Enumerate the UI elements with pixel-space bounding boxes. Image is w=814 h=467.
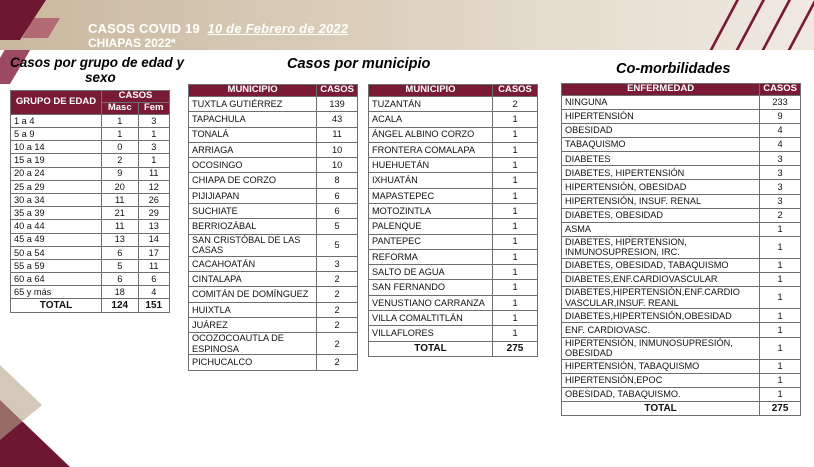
municipio-left-cases-cell: 6	[317, 188, 358, 203]
page-title	[88, 21, 348, 36]
disease-cell: HIPERTENSIÓN, INSUF. RENAL	[562, 194, 760, 208]
comorbidity-total-label: TOTAL	[562, 401, 760, 415]
municipio-row	[189, 256, 358, 271]
age-total-label: TOTAL	[11, 299, 102, 312]
fem-cell: 13	[138, 220, 170, 233]
municipio-left-cases-cell: 139	[317, 96, 358, 111]
age-row	[11, 114, 170, 127]
disease-cases-cell: 3	[760, 166, 801, 180]
municipio-right-cases-cell: 1	[493, 158, 538, 173]
municipio-left-name-cell: BERRIOZÁBAL	[189, 219, 317, 234]
municipio-left-name-cell: OCOZOCOAUTLA DE ESPINOSA	[189, 333, 317, 355]
municipio-right-cases-cell: 1	[493, 188, 538, 203]
page-subtitle: CHIAPAS 2022*	[88, 36, 176, 50]
municipio-right-cases-cell: 1	[493, 142, 538, 157]
age-title-line1: Casos por grupo de edad y	[10, 55, 185, 70]
disease-cases-cell: 1	[760, 359, 801, 373]
age-group-cell: 5 a 9	[11, 128, 102, 141]
comorbidity-row	[562, 236, 801, 258]
masc-cell: 11	[102, 193, 139, 206]
municipio-left-name-cell: CINTALAPA	[189, 272, 317, 287]
municipio-right-name-cell: HUEHUETÁN	[369, 158, 493, 173]
col-header-municipio-right: MUNICIPIO	[369, 85, 493, 97]
disease-cell: DIABETES,ENF.CARDIOVASCULAR	[562, 273, 760, 287]
col-header-disease: ENFERMEDAD	[562, 84, 760, 96]
comorbidity-total-value: 275	[760, 401, 801, 415]
comorbidity-row	[562, 138, 801, 152]
age-row	[11, 220, 170, 233]
fem-cell: 12	[138, 180, 170, 193]
municipio-left-name-cell: CHIAPA DE CORZO	[189, 173, 317, 188]
municipio-right-name-cell: FRONTERA COMALAPA	[369, 142, 493, 157]
municipio-row	[369, 234, 538, 249]
municipio-right-cases-cell: 1	[493, 204, 538, 219]
age-title-line2: sexo	[85, 70, 116, 85]
comorbidity-row	[562, 387, 801, 401]
disease-cases-cell: 1	[760, 323, 801, 337]
disease-cell: DIABETES,HIPERTENSIÓN,OBESIDAD	[562, 309, 760, 323]
age-group-cell: 25 a 29	[11, 180, 102, 193]
municipio-left-name-cell: PIJIJIAPAN	[189, 188, 317, 203]
comorbidity-row	[562, 337, 801, 359]
municipio-right-name-cell: TUZANTÁN	[369, 96, 493, 111]
fem-cell: 1	[138, 154, 170, 167]
municipio-row	[369, 142, 538, 157]
age-group-cell: 50 a 54	[11, 246, 102, 259]
municipio-left-name-cell: OCOSINGO	[189, 158, 317, 173]
age-row	[11, 193, 170, 206]
age-group-cell: 60 a 64	[11, 273, 102, 286]
disease-cases-cell: 1	[760, 222, 801, 236]
municipio-right-name-cell: ÁNGEL ALBINO CORZO	[369, 127, 493, 142]
municipio-right-name-cell: IXHUATÁN	[369, 173, 493, 188]
municipio-row	[369, 280, 538, 295]
title-text: CASOS COVID 19	[88, 21, 200, 36]
fem-cell: 14	[138, 233, 170, 246]
comorbidity-row	[562, 359, 801, 373]
disease-cell: TABAQUISMO	[562, 138, 760, 152]
header-corner-shape	[0, 0, 90, 50]
municipio-right-cases-cell: 1	[493, 326, 538, 341]
disease-cases-cell: 233	[760, 95, 801, 109]
municipio-left-cases-cell: 11	[317, 127, 358, 142]
age-group-cell: 45 a 49	[11, 233, 102, 246]
municipio-row	[189, 112, 358, 127]
municipio-row	[369, 249, 538, 264]
municipio-row	[189, 219, 358, 234]
masc-cell: 13	[102, 233, 139, 246]
comorbidity-row	[562, 110, 801, 124]
disease-cell: OBESIDAD, TABAQUISMO.	[562, 387, 760, 401]
disease-cases-cell: 1	[760, 337, 801, 359]
col-header-com-cases: CASOS	[760, 84, 801, 96]
col-header-casos-left: CASOS	[317, 85, 358, 97]
municipio-left-name-cell: SAN CRISTÓBAL DE LAS CASAS	[189, 234, 317, 256]
age-row	[11, 207, 170, 220]
col-header-cases: CASOS	[102, 91, 170, 103]
municipio-row	[189, 96, 358, 111]
municipio-row	[189, 302, 358, 317]
age-row	[11, 259, 170, 272]
municipio-row	[189, 142, 358, 157]
masc-cell: 6	[102, 273, 139, 286]
disease-cases-cell: 3	[760, 180, 801, 194]
municipio-right-cases-cell: 1	[493, 295, 538, 310]
municipio-right-name-cell: VENUSTIANO CARRANZA	[369, 295, 493, 310]
municipio-row	[189, 173, 358, 188]
municipio-right-cases-cell: 1	[493, 112, 538, 127]
municipio-row	[189, 158, 358, 173]
municipio-left-name-cell: SUCHIATE	[189, 204, 317, 219]
disease-cases-cell: 1	[760, 236, 801, 258]
disease-cell: NINGUNA	[562, 95, 760, 109]
disease-cell: HIPERTENSIÓN, OBESIDAD	[562, 180, 760, 194]
municipio-left-cases-cell: 3	[317, 256, 358, 271]
municipio-total-value: 275	[493, 341, 538, 356]
masc-cell: 21	[102, 207, 139, 220]
municipio-left-name-cell: ARRIAGA	[189, 142, 317, 157]
masc-cell: 1	[102, 114, 139, 127]
municipio-row	[189, 333, 358, 355]
fem-cell: 11	[138, 259, 170, 272]
disease-cases-cell: 2	[760, 208, 801, 222]
fem-cell: 26	[138, 193, 170, 206]
municipio-left-name-cell: CACAHOATÁN	[189, 256, 317, 271]
fem-cell: 11	[138, 167, 170, 180]
comorbidity-row	[562, 166, 801, 180]
municipio-right-name-cell: PANTEPEC	[369, 234, 493, 249]
disease-cases-cell: 1	[760, 387, 801, 401]
municipio-row	[189, 317, 358, 332]
fem-cell: 6	[138, 273, 170, 286]
municipio-table-right	[368, 84, 538, 357]
municipio-table-left	[188, 84, 358, 371]
municipio-row	[369, 96, 538, 111]
municipio-row	[189, 272, 358, 287]
municipio-left-name-cell: COMITÁN DE DOMÍNGUEZ	[189, 287, 317, 302]
age-group-cell: 10 a 14	[11, 141, 102, 154]
disease-cell: ENF. CARDIOVASC.	[562, 323, 760, 337]
municipio-total-row	[369, 341, 538, 356]
disease-cell: DIABETES, OBESIDAD	[562, 208, 760, 222]
municipio-left-name-cell: TONALÁ	[189, 127, 317, 142]
municipio-right-cases-cell: 1	[493, 249, 538, 264]
disease-cell: DIABETES	[562, 152, 760, 166]
masc-cell: 11	[102, 220, 139, 233]
age-total-fem: 151	[138, 299, 170, 312]
masc-cell: 1	[102, 128, 139, 141]
disease-cases-cell: 4	[760, 124, 801, 138]
fem-cell: 3	[138, 114, 170, 127]
comorbidity-row	[562, 373, 801, 387]
age-group-cell: 15 a 19	[11, 154, 102, 167]
disease-cases-cell: 1	[760, 373, 801, 387]
masc-cell: 9	[102, 167, 139, 180]
age-row	[11, 180, 170, 193]
municipio-row	[369, 204, 538, 219]
municipio-left-cases-cell: 5	[317, 219, 358, 234]
age-group-cell: 55 a 59	[11, 259, 102, 272]
comorbidity-row	[562, 309, 801, 323]
masc-cell: 0	[102, 141, 139, 154]
municipio-right-name-cell: MAPASTEPEC	[369, 188, 493, 203]
col-header-age-group: GRUPO DE EDAD	[11, 91, 102, 115]
municipio-right-cases-cell: 1	[493, 234, 538, 249]
comorbidity-table	[561, 83, 801, 416]
disease-cell: OBESIDAD	[562, 124, 760, 138]
disease-cell: HIPERTENSIÓN, TABAQUISMO	[562, 359, 760, 373]
disease-cell: HIPERTENSIÓN	[562, 110, 760, 124]
municipio-left-cases-cell: 8	[317, 173, 358, 188]
municipio-left-name-cell: JUÁREZ	[189, 317, 317, 332]
municipio-row	[369, 295, 538, 310]
fem-cell: 1	[138, 128, 170, 141]
col-header-municipio-left: MUNICIPIO	[189, 85, 317, 97]
municipio-right-name-cell: VILLA COMALTITLÁN	[369, 311, 493, 326]
col-header-masc: Masc	[102, 102, 139, 114]
masc-cell: 2	[102, 154, 139, 167]
municipio-right-cases-cell: 2	[493, 96, 538, 111]
municipio-left-cases-cell: 2	[317, 333, 358, 355]
municipio-right-name-cell: SAN FERNANDO	[369, 280, 493, 295]
age-row	[11, 141, 170, 154]
age-group-cell: 20 a 24	[11, 167, 102, 180]
age-total-masc: 124	[102, 299, 139, 312]
comorbidity-total-row	[562, 401, 801, 415]
municipio-row	[369, 173, 538, 188]
municipio-row	[369, 219, 538, 234]
comorbidity-row	[562, 259, 801, 273]
municipio-row	[369, 265, 538, 280]
comorbidity-row	[562, 222, 801, 236]
municipio-row	[189, 355, 358, 370]
age-row	[11, 167, 170, 180]
municipio-row	[369, 158, 538, 173]
age-sex-table	[10, 90, 170, 313]
municipio-right-name-cell: SALTO DE AGUA	[369, 265, 493, 280]
municipio-row	[369, 188, 538, 203]
header-chevrons	[674, 0, 814, 50]
disease-cases-cell: 9	[760, 110, 801, 124]
age-group-cell: 65 y más	[11, 286, 102, 299]
fem-cell: 3	[138, 141, 170, 154]
disease-cases-cell: 1	[760, 309, 801, 323]
comorbidity-row	[562, 323, 801, 337]
comorbidity-row	[562, 124, 801, 138]
disease-cases-cell: 3	[760, 194, 801, 208]
comorbidity-row	[562, 180, 801, 194]
age-group-cell: 35 a 39	[11, 207, 102, 220]
age-total-row	[11, 299, 170, 312]
disease-cases-cell: 3	[760, 152, 801, 166]
municipio-left-cases-cell: 43	[317, 112, 358, 127]
col-header-casos-right: CASOS	[493, 85, 538, 97]
municipio-right-name-cell: MOTOZINTLA	[369, 204, 493, 219]
age-group-cell: 1 a 4	[11, 114, 102, 127]
masc-cell: 5	[102, 259, 139, 272]
fem-cell: 29	[138, 207, 170, 220]
municipio-right-cases-cell: 1	[493, 173, 538, 188]
age-group-cell: 30 a 34	[11, 193, 102, 206]
disease-cases-cell: 1	[760, 287, 801, 309]
municipio-left-name-cell: PICHUCALCO	[189, 355, 317, 370]
municipio-section-title: Casos por municipio	[287, 56, 431, 72]
comorbidity-row	[562, 194, 801, 208]
disease-cell: DIABETES, OBESIDAD, TABAQUISMO	[562, 259, 760, 273]
municipio-row	[189, 188, 358, 203]
municipio-left-cases-cell: 2	[317, 355, 358, 370]
comorbidity-row	[562, 273, 801, 287]
report-date: 10 de Febrero de 2022	[207, 21, 349, 36]
municipio-right-cases-cell: 1	[493, 311, 538, 326]
age-row	[11, 273, 170, 286]
masc-cell: 6	[102, 246, 139, 259]
age-section-title	[10, 55, 184, 85]
comorbidity-row	[562, 208, 801, 222]
municipio-row	[189, 287, 358, 302]
municipio-left-cases-cell: 2	[317, 287, 358, 302]
municipio-row	[369, 127, 538, 142]
age-row	[11, 154, 170, 167]
comorbidity-row	[562, 287, 801, 309]
municipio-left-cases-cell: 5	[317, 234, 358, 256]
fem-cell: 17	[138, 246, 170, 259]
masc-cell: 20	[102, 180, 139, 193]
municipio-right-cases-cell: 1	[493, 127, 538, 142]
municipio-left-cases-cell: 10	[317, 142, 358, 157]
disease-cases-cell: 4	[760, 138, 801, 152]
municipio-right-cases-cell: 1	[493, 280, 538, 295]
disease-cell: HIPERTENSIÓN,EPOC	[562, 373, 760, 387]
fem-cell: 4	[138, 286, 170, 299]
disease-cases-cell: 1	[760, 273, 801, 287]
disease-cell: DIABETES, HIPERTENSIÓN	[562, 166, 760, 180]
municipio-total-label: TOTAL	[369, 341, 493, 356]
age-row	[11, 128, 170, 141]
disease-cell: ASMA	[562, 222, 760, 236]
municipio-right-name-cell: REFORMA	[369, 249, 493, 264]
comorbidity-row	[562, 95, 801, 109]
col-header-fem: Fem	[138, 102, 170, 114]
municipio-row	[369, 112, 538, 127]
municipio-row	[189, 234, 358, 256]
age-row	[11, 233, 170, 246]
age-group-cell: 40 a 44	[11, 220, 102, 233]
municipio-left-cases-cell: 2	[317, 317, 358, 332]
disease-cell: HIPERTENSIÓN, INMUNOSUPRESIÓN, OBESIDAD	[562, 337, 760, 359]
masc-cell: 18	[102, 286, 139, 299]
municipio-right-name-cell: VILLAFLORES	[369, 326, 493, 341]
age-row	[11, 286, 170, 299]
municipio-row	[369, 311, 538, 326]
disease-cell: DIABETES, HIPERTENSION, INMUNOSUPRESION, IRC.	[562, 236, 760, 258]
municipio-left-cases-cell: 2	[317, 302, 358, 317]
municipio-right-cases-cell: 1	[493, 265, 538, 280]
municipio-left-cases-cell: 2	[317, 272, 358, 287]
municipio-row	[189, 204, 358, 219]
municipio-left-name-cell: TUXTLA GUTIÉRREZ	[189, 96, 317, 111]
municipio-right-cases-cell: 1	[493, 219, 538, 234]
municipio-left-name-cell: HUIXTLA	[189, 302, 317, 317]
municipio-left-name-cell: TAPACHULA	[189, 112, 317, 127]
municipio-right-name-cell: PALENQUE	[369, 219, 493, 234]
municipio-right-name-cell: ACALA	[369, 112, 493, 127]
municipio-left-cases-cell: 10	[317, 158, 358, 173]
age-row	[11, 246, 170, 259]
municipio-left-cases-cell: 6	[317, 204, 358, 219]
municipio-row	[369, 326, 538, 341]
comorbidity-row	[562, 152, 801, 166]
disease-cases-cell: 1	[760, 259, 801, 273]
municipio-row	[189, 127, 358, 142]
comorbidity-section-title: Co-morbilidades	[616, 61, 731, 77]
disease-cell: DIABETES,HIPERTENSIÓN,ENF.CARDIO VASCULAR,INSUF. REANL	[562, 287, 760, 309]
